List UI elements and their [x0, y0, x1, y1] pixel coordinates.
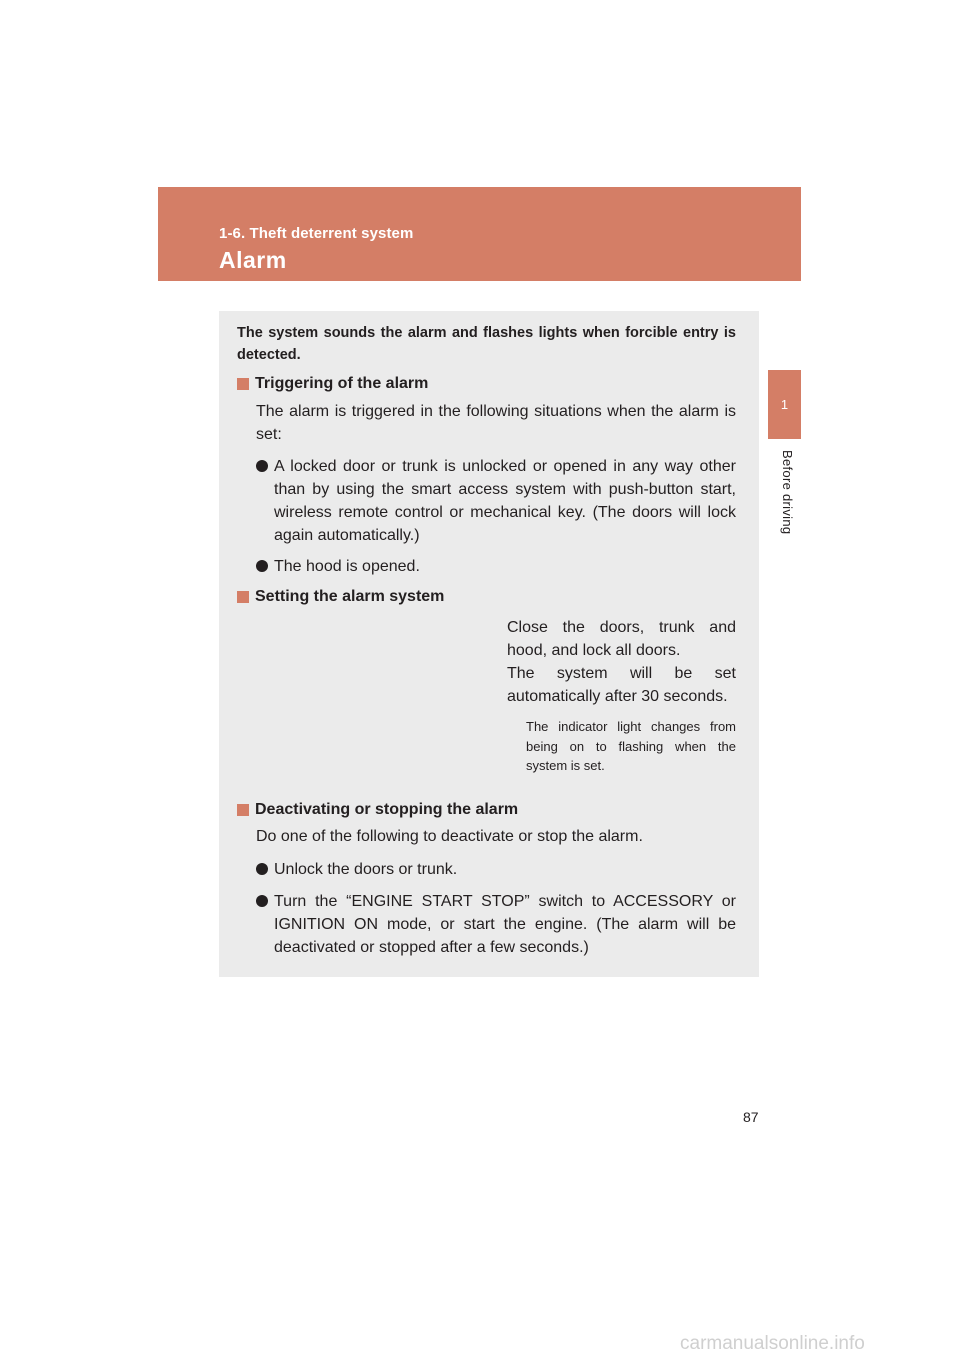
setting-heading — [237, 588, 444, 606]
indicator-note: The indicator light changes from being on to flashing when the system is set. — [526, 719, 736, 773]
chapter-tab[interactable] — [768, 370, 801, 439]
list-item — [256, 890, 736, 959]
square-bullet-icon — [237, 804, 249, 816]
setting-text: Close the doors, trunk and hood, and lock all doors. — [507, 619, 736, 659]
triggering-heading-text: Triggering of the alarm — [255, 375, 429, 392]
content-panel — [219, 311, 759, 977]
list-item — [256, 555, 736, 578]
square-bullet-icon — [237, 591, 249, 603]
square-bullet-icon — [237, 378, 249, 390]
list-item-text: The hood is opened. — [274, 558, 420, 575]
setting-text-2: The system will be set automatically after 30 seconds. — [507, 665, 736, 705]
deactivating-heading — [237, 801, 518, 819]
round-bullet-icon — [256, 560, 268, 572]
watermark: carmanualsonline.info — [680, 1333, 865, 1354]
list-item — [256, 455, 736, 547]
round-bullet-icon — [256, 895, 268, 907]
section-label: 1-6. Theft deterrent system — [219, 225, 414, 242]
page-number: 87 — [743, 1109, 759, 1125]
list-item-text: Turn the “ENGINE START STOP” switch to ACCESSORY or IGNITION ON mode, or start the engine. (The alarm will be deactivated or stopped after a few seconds.) — [274, 893, 736, 956]
list-item-text: Unlock the doors or trunk. — [274, 861, 458, 878]
setting-heading-text: Setting the alarm system — [255, 588, 445, 605]
list-item-text: A locked door or trunk is unlocked or opened in any way other than by using the smart access system with push-button start, wireless remote control or mechanical key. (The doors will lock again automatically.) — [274, 458, 736, 544]
triggering-heading — [237, 375, 428, 393]
chapter-label: Before driving — [780, 450, 795, 535]
list-item — [256, 858, 736, 881]
chapter-number: 1 — [780, 397, 789, 412]
page-title: Alarm — [219, 247, 287, 273]
round-bullet-icon — [256, 460, 268, 472]
deactivating-heading-text: Deactivating or stopping the alarm — [255, 801, 519, 818]
triggering-text: The alarm is triggered in the following situations when the alarm is set: — [256, 403, 736, 443]
round-bullet-icon — [256, 863, 268, 875]
deactivating-text: Do one of the following to deactivate or stop the alarm. — [256, 828, 643, 845]
intro-text: The system sounds the alarm and flashes lights when forcible entry is detected. — [237, 325, 736, 363]
page-header — [158, 187, 801, 281]
